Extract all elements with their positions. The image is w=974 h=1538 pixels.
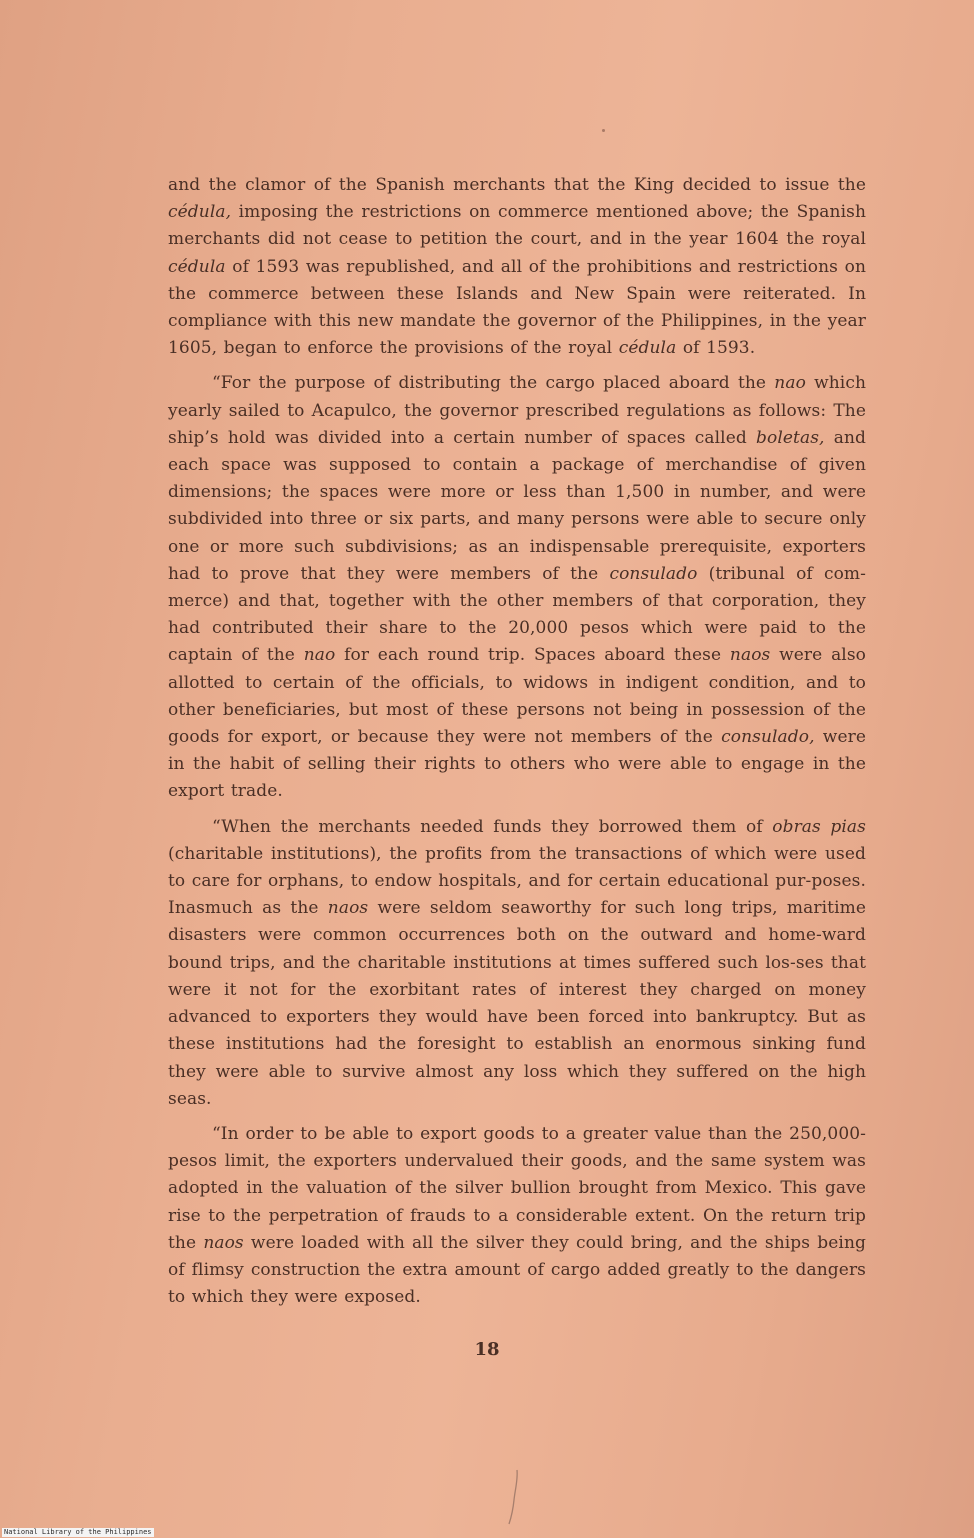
italic-term: obras pias — [772, 816, 866, 837]
paragraph-3 — [168, 814, 866, 1113]
paragraph-2 — [168, 370, 866, 805]
text-run: (tribunal of com-merce) and that, together with the other members of that corporation, they had contributed their share to the 20,000 pesos which were paid to the captain of the — [168, 563, 866, 666]
text-run: “For the purpose of distributing the cargo placed aboard the — [212, 373, 775, 394]
text-run: were also allotted to certain of the officials, to widows in indigent condition, and to other beneficiaries, but most of these persons not being in possession of the goods for export, or because they were not members of the — [168, 645, 866, 748]
body-text — [168, 172, 866, 1319]
italic-term: cédula, — [168, 202, 232, 223]
italic-term: consulado, — [721, 727, 815, 748]
italic-term: naos — [729, 645, 771, 666]
italic-term: nao — [774, 373, 806, 394]
text-run: of 1593 was republished, and all of the prohibitions and restrictions on the commerce between these Islands and New Spain were reiterated. In compliance with this new mandate the governor of the Philippines, in the year 1605, began to enforce the provisions of the royal — [168, 256, 866, 359]
italic-term: cédula — [618, 338, 677, 359]
page-number: 18 — [474, 1339, 500, 1360]
paragraph-4 — [168, 1121, 866, 1311]
text-run: and each space was supposed to contain a package of merchandise of given dimensions; the spaces were more or less than 1,500 in number, and were subdivided into three or six parts, and many persons were able to secure only one or more such subdivisions; as an indispensable prerequisite, exporters had to prove that they were members of the — [168, 427, 866, 584]
text-run: were in the habit of selling their rights to others who were able to engage in the export trade. — [168, 727, 866, 802]
paragraph-1 — [168, 172, 866, 362]
italic-term: consulado — [609, 563, 698, 584]
footer-credit: National Library of the Philippines — [4, 1528, 152, 1536]
text-run: imposing the restrictions on commerce mentioned above; the Spanish merchants did not cease to petition the court, and in the year 1604 the royal — [168, 202, 866, 250]
italic-term: nao — [303, 645, 336, 666]
text-run: were loaded with all the silver they could bring, and the ships being of flimsy construction the extra amount of cargo added greatly to the dangers to which they were exposed. — [168, 1232, 866, 1308]
text-run: which yearly sailed to Acapulco, the governor prescribed regulations as follows: The ship’s hold was divided into a certain number of spaces called — [168, 373, 866, 448]
text-run: (charitable institutions), the profits from the transactions of which were used to care for orphans, to endow hospitals, and for certain educational pur-poses. Inasmuch as the — [168, 843, 866, 919]
italic-term: naos — [327, 898, 369, 919]
text-run: for each round trip. Spaces aboard these — [335, 645, 730, 666]
text-run: “When the merchants needed funds they borrowed them of — [212, 816, 773, 837]
italic-term: cédula — [168, 256, 226, 277]
text-run: “In order to be able to export goods to a greater value than the 250,000-pesos limit, the exporters undervalued their goods, and the same system was adopted in the valuation of the silver bullion brought from Mexico. This gave rise to the perpetration of frauds to a considerable extent. On the return trip the — [168, 1123, 866, 1253]
text-run: of 1593. — [676, 338, 756, 359]
italic-term: boletas, — [756, 427, 825, 448]
text-run: were seldom seaworthy for such long trips, maritime disasters were common occurrences both on the outward and home-ward bound trips, and the charitable institutions at times suffered such los-ses that were it not for the exorbitant rates of interest they charged on money advanced to exporters they would have been forced into bankruptcy. But as these institutions had the foresight to establish an enormous sinking fund they were able to survive almost any loss which they suffered on the high seas. — [168, 898, 866, 1109]
pencil-mark-icon — [503, 1468, 525, 1526]
paper-speck — [602, 129, 605, 132]
text-run: and the clamor of the Spanish merchants that the King decided to issue the — [168, 175, 866, 195]
italic-term: naos — [203, 1232, 244, 1253]
